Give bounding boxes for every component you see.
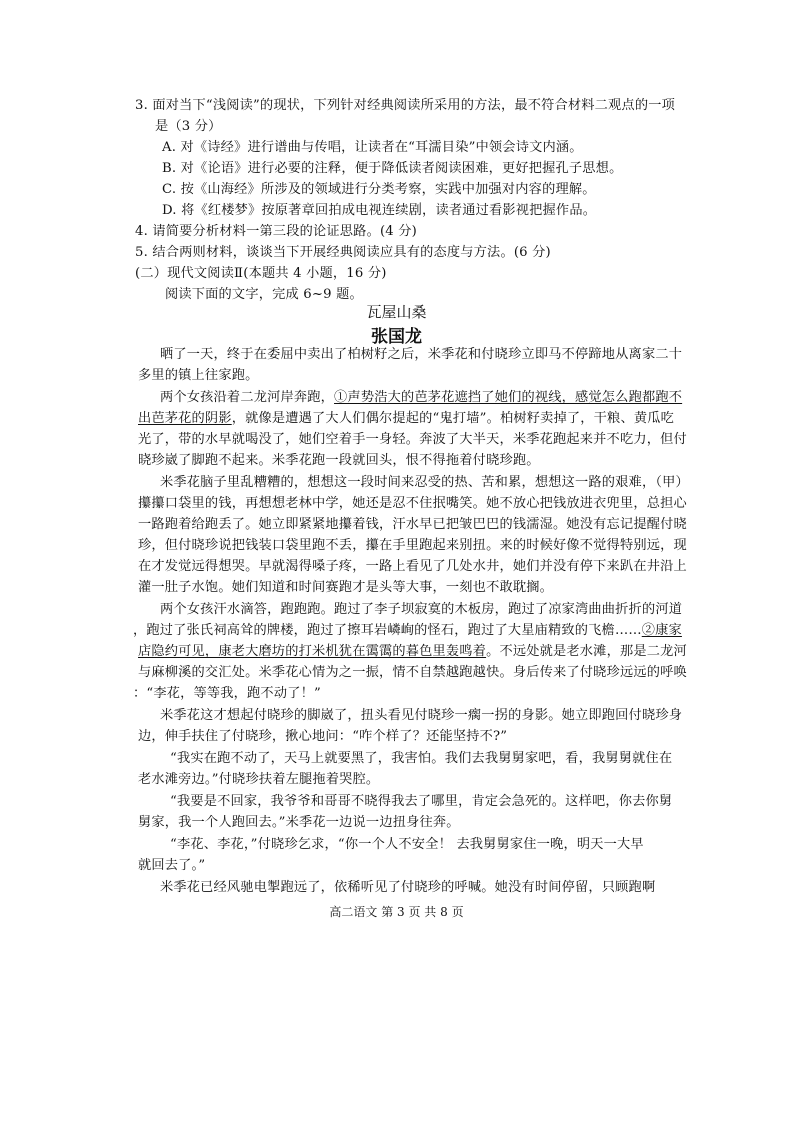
article-line: 两个女孩汗水滴答，跑跑跑。跑过了李子坝寂寞的木板房，跑过了凉家湾曲曲折折的河道 [160, 602, 683, 617]
article-line [138, 410, 674, 428]
article-text: ，跑过了张氏祠高耸的牌楼，跑过了擦耳岩嶙峋的怪石，跑过了大星庙精致的飞檐…… [133, 623, 642, 638]
section-heading: (二）现代文阅读Ⅱ(本题共 4 小题，16 分) [135, 266, 387, 281]
underlined-sentence-1: ①声势浩大的芭茅花遮挡了她们的视线，感觉怎么跑都跑不 [334, 390, 683, 405]
underlined-sentence-2: ②康家 [641, 623, 682, 638]
option-d: D. 将《红楼梦》按原著章回拍成电视连续剧，读者通过看影视把握作品。 [162, 203, 597, 218]
article-line: 多里的镇上往家跑。 [138, 368, 259, 383]
article-text: ，就像是遭遇了大人们偶尔提起的“鬼打墙”。柏树籽卖掉了，干粮、黄瓜吃 [231, 411, 674, 426]
article-line [133, 622, 682, 640]
article-line: 光了，带的水早就喝没了，她们空着手一身轻。奔波了大半天，米季花跑起来并不吃力，但付 [138, 432, 687, 447]
option-c: C. 按《山海经》所涉及的领域进行分类考察，实践中加强对内容的理解。 [162, 182, 596, 197]
article-line: 与麻柳溪的交汇处。米季花心情为之一振，情不自禁越跑越快。身后传来了付晓珍远远的呼唤 [138, 665, 687, 680]
question-3-line-2: 是（3 分） [155, 119, 222, 134]
article-line: 在才发觉远得想哭。早就渴得嗓子疼，一路上看见了几处水井，她们并没有停下来趴在井沿上 [138, 559, 687, 574]
article-title: 瓦屋山桑 [366, 303, 427, 321]
article-text: 两个女孩沿着二龙河岸奔跑， [160, 390, 335, 405]
option-a: A. 对《诗经》进行谱曲与传唱，让读者在“耳濡目染”中领会诗文内涵。 [162, 140, 583, 155]
article-line: 边，伸手扶住了付晓珍，揪心地问：“咋个样了？还能坚持不?” [138, 729, 508, 744]
article-line: 老水滩旁边。”付晓珍扶着左腿拖着哭腔。 [138, 772, 380, 787]
question-3-line-1: 3. 面对当下“浅阅读”的现状，下列针对经典阅读所采用的方法，最不符合材料二观点的一项 [135, 98, 675, 113]
article-author: 张国龙 [371, 327, 422, 347]
article-line: 米季花这才想起付晓珍的脚崴了，扭头看见付晓珍一瘸一拐的身影。她立即跑回付晓珍身 [160, 708, 683, 723]
article-line [138, 643, 687, 661]
underlined-sentence-1-cont: 出芭茅花的阴影 [138, 411, 232, 426]
article-text: 。不远处就是老水滩，那是二龙河 [486, 644, 687, 659]
article-line: 灌一肚子水饱。她们知道和时间赛跑才是头等大事，一刻也不敢耽搁。 [138, 580, 554, 595]
article-line: 米季花已经风驰电掣跑远了，依稀听见了付晓珍的呼喊。她没有时间停留，只顾跑啊 [160, 880, 656, 895]
article-line: 就回去了。” [138, 858, 206, 873]
article-line: 米季花脑子里乱糟糟的，想想这一段时间来忍受的热、苦和累，想想这一路的艰难，（甲） [160, 475, 689, 490]
page-footer: 高二语文 第 3 页 共 8 页 [329, 905, 464, 919]
article-line: 舅家，我一个人跑回去。”米季花一边说一边扭身往奔。 [138, 815, 460, 830]
question-4: 4. 请简要分析材料一第三段的论证思路。(4 分) [135, 224, 418, 239]
article-line [160, 389, 682, 407]
article-line: “我实在跑不动了，天马上就要黑了，我害怕。我们去我舅舅家吧，看，我舅舅就住在 [170, 751, 673, 766]
article-line: 一路跑着给跑丢了。她立即紧紧地攥着钱，汗水早已把皱巴巴的钱濡湿。她没有忘记提醒付晓 [138, 517, 687, 532]
article-line: 晒了一天，终于在委屈中卖出了柏树籽之后，米季花和付晓珍立即马不停蹄地从离家二十 [160, 347, 683, 362]
option-b: B. 对《论语》进行必要的注释，便于降低读者阅读困难，更好把握孔子思想。 [162, 161, 623, 176]
article-line: “李花、李花，”付晓珍乞求，“你一个人不安全！ 去我舅舅家住一晚，明天一大早 [170, 837, 644, 852]
article-line: 攥攥口袋里的钱，再想想老林中学，她还是忍不住抿嘴笑。她不放心把钱放进衣兜里，总担心 [138, 496, 687, 511]
underlined-sentence-2-cont: 店隐约可见，康老大磨坊的打米机犹在霭霭的暮色里轰鸣着 [138, 644, 487, 659]
article-line: “我要是不回家，我爷爷和哥哥不晓得我去了哪里，肯定会急死的。这样吧，你去你舅 [170, 794, 673, 809]
question-5: 5. 结合两则材料，谈谈当下开展经典阅读应具有的态度与方法。(6 分) [135, 245, 551, 260]
article-line: 晓珍崴了脚跑不起来。米季花跑一段就回头，恨不得拖着付晓珍跑。 [138, 453, 540, 468]
section-instruction: 阅读下面的文字，完成 6~9 题。 [165, 287, 363, 302]
article-line: 珍，但付晓珍说把钱装口袋里跑不丢，攥在手里跑起来别扭。来的时候好像不觉得特别远，现 [138, 538, 687, 553]
article-line: ：“李花，等等我，跑不动了！” [133, 686, 321, 701]
